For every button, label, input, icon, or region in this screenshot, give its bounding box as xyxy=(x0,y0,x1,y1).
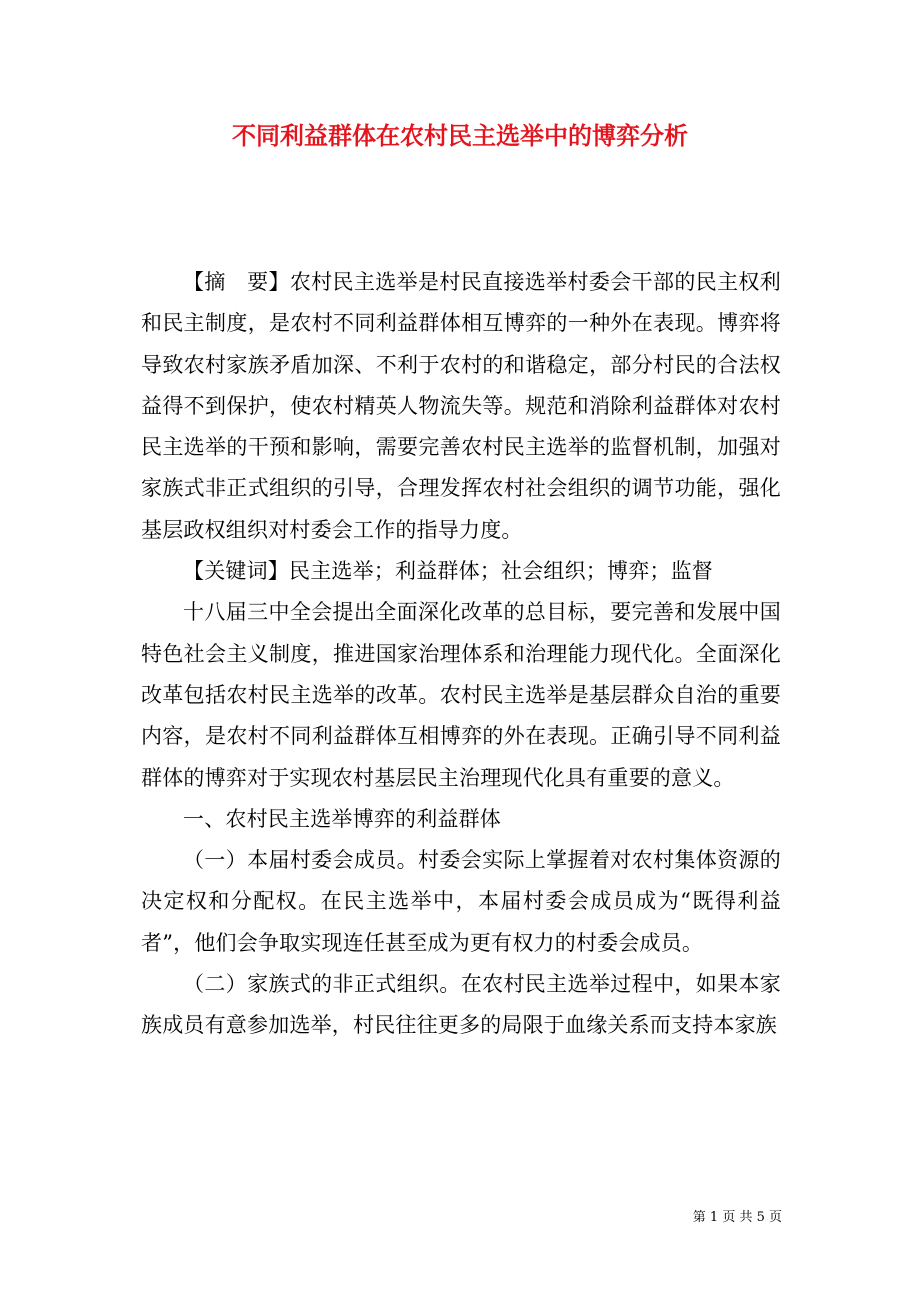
page-footer xyxy=(693,1208,782,1228)
subsection-paragraph-1: （一）本届村委会成员。村委会实际上掌握着对农村集体资源的决定权和分配权。在民主选举中，本届村委会成员成为“既得利益者”，他们会争取实现连任甚至成为更有权力的村委会成员。 xyxy=(141,848,781,955)
intro-paragraph: 十八届三中全会提出全面深化改革的总目标，要完善和发展中国特色社会主义制度，推进国家治理体系和治理能力现代化。全面深化改革包括农村民主选举的改革。农村民主选举是基层群众自治的重要内容，是农村不同利益群体互相博弈的外在表现。正确引导不同利益群体的博弈对于实现农村基层民主治理现代化具有重要的意义。 xyxy=(141,600,781,790)
document-title: 不同利益群体在农村民主选举中的博弈分析 xyxy=(232,121,688,150)
document-body xyxy=(141,262,781,1047)
abstract-paragraph: 【摘 要】农村民主选举是村民直接选举村委会干部的民主权利和民主制度，是农村不同利益群体相互博弈的一种外在表现。博弈将导致农村家族矛盾加深、不利于农村的和谐稳定，部分村民的合法权益得不到保护，使农村精英人物流失等。规范和消除利益群体对农村民主选举的干预和影响，需要完善农村民主选举的监督机制，加强对家族式非正式组织的引导，合理发挥农村社会组织的调节功能，强化基层政权组织对村委会工作的指导力度。 xyxy=(141,270,781,542)
section-heading: 一、农村民主选举博弈的利益群体 xyxy=(183,806,501,831)
page-number: 第 1 页 共 5 页 xyxy=(692,1210,782,1225)
subsection-paragraph-2: （二）家族式的非正式组织。在农村民主选举过程中，如果本家族成员有意参加选举，村民往往更多的局限于血缘关系而支持本家族 xyxy=(141,972,781,1038)
keywords-paragraph: 【关键词】民主选举；利益群体；社会组织；博弈；监督 xyxy=(183,559,713,584)
